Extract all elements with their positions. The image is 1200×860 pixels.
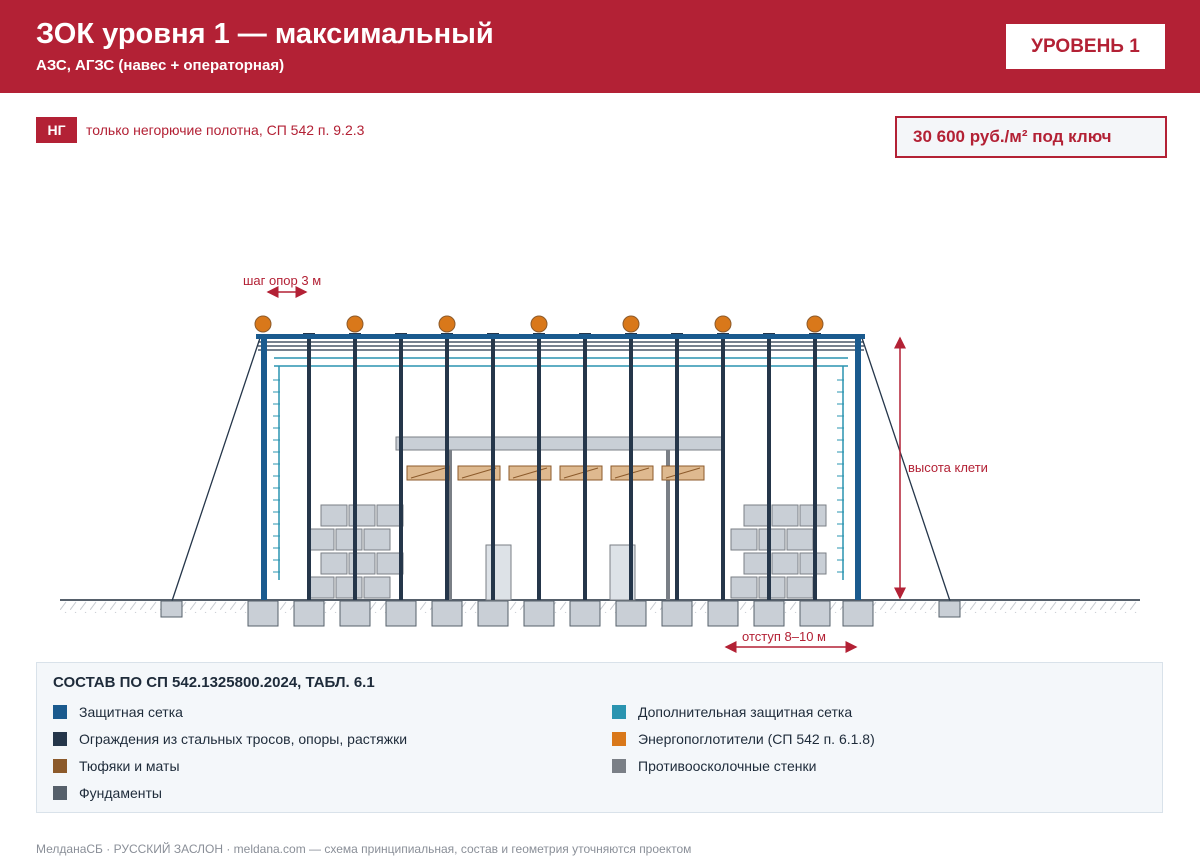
legend-swatch <box>53 705 67 719</box>
legend-swatch <box>53 786 67 800</box>
structure-diagram <box>0 260 1200 660</box>
blast-wall-right <box>731 505 826 598</box>
header-bar <box>0 0 1200 93</box>
page-subtitle: АЗС, АГЗС (навес + операторная) <box>36 57 285 74</box>
legend-label: Защитная сетка <box>79 704 183 720</box>
level-badge: УРОВЕНЬ 1 <box>1006 24 1165 69</box>
energy-absorbers <box>255 316 823 332</box>
legend-item <box>53 731 407 747</box>
label-height: высота клети <box>908 460 988 475</box>
page-title: ЗОК уровня 1 — максимальный <box>36 18 494 50</box>
dispensers <box>486 545 635 600</box>
legend-label: Энергопоглотители (СП 542 п. 6.1.8) <box>638 731 875 747</box>
legend-label: Противоосколочные стенки <box>638 758 817 774</box>
legend-label: Фундаменты <box>79 785 162 801</box>
legend-swatch <box>53 732 67 746</box>
legend-item <box>612 704 852 720</box>
legend-item <box>53 785 162 801</box>
ng-note-text: только негорючие полотна, СП 542 п. 9.2.3 <box>86 122 365 138</box>
legend-swatch <box>53 759 67 773</box>
legend-label: Дополнительная защитная сетка <box>638 704 853 720</box>
guy-anchor-left <box>161 601 182 617</box>
ng-tag: НГ <box>36 117 77 143</box>
legend-title: СОСТАВ ПО СП 542.1325800.2024, ТАБЛ. 6.1 <box>53 674 375 691</box>
label-offset: отступ 8–10 м <box>742 629 826 644</box>
legend-swatch <box>612 732 626 746</box>
legend-label: Тюфяки и маты <box>79 758 180 774</box>
legend-item <box>612 731 875 747</box>
steel-cables <box>258 342 864 350</box>
label-step: шаг опор 3 м <box>243 273 322 288</box>
legend-panel <box>36 662 1163 813</box>
legend-item <box>612 758 816 774</box>
legend-item <box>53 704 183 720</box>
legend-item <box>53 758 180 774</box>
legend-swatch <box>612 705 626 719</box>
legend-label: Ограждения из стальных тросов, опоры, растяжки <box>79 731 408 747</box>
footer-text: МелданаСБ · РУССКИЙ ЗАСЛОН · meldana.com — схема принципиальная, состав и геометрия уточняются проектом <box>36 842 692 856</box>
price-box: 30 600 руб./м² под ключ <box>895 116 1167 158</box>
guy-anchor-right <box>939 601 960 617</box>
legend-swatch <box>612 759 626 773</box>
canopy-roof <box>396 437 722 450</box>
